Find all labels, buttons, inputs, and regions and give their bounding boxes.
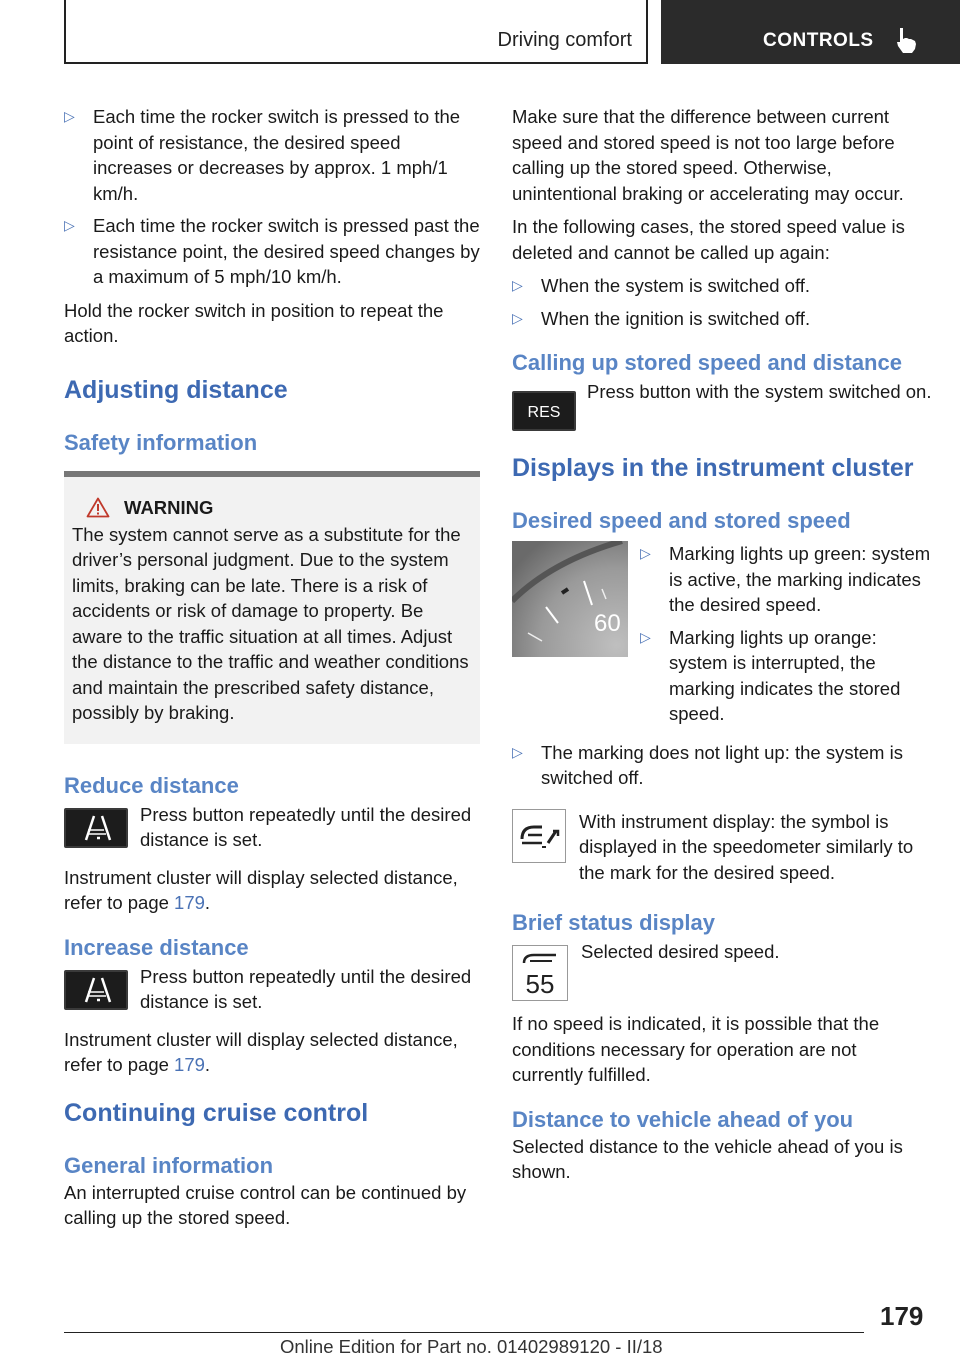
hold-text: Hold the rocker switch in position to repeat the action. xyxy=(64,299,444,346)
instrument-display-row xyxy=(512,809,932,886)
increase-distance-note: Instrument cluster will display selected distance, refer to page 179. xyxy=(64,1028,458,1075)
header-section-title: Driving comfort xyxy=(497,29,632,51)
no-light-list xyxy=(512,740,932,791)
list-item: ▷ Each time the rocker switch is pressed to the point of resistance, the desired speed increases or decreases by approx. 1 mph/1 km/h. xyxy=(64,106,461,204)
list-item: ▷ When the ignition is switched off. xyxy=(512,306,932,332)
heading-desired-stored-speed: Desired speed and stored speed xyxy=(512,508,851,533)
list-item: ▷ Marking lights up orange: system is interrupted, the marking indicates the stored speed. xyxy=(640,626,901,724)
speedometer-gauge-image xyxy=(512,541,628,657)
no-speed-text: If no speed is indicated, it is possible that the conditions necessary for operation are not currently fulfilled. xyxy=(512,1013,880,1085)
cruise-speed-symbol-icon xyxy=(512,809,566,863)
brief-status-text: Selected desired speed. xyxy=(581,941,780,962)
warning-title: WARNING xyxy=(124,496,214,518)
header-chapter-title: CONTROLS xyxy=(763,30,874,51)
marking-list xyxy=(640,541,932,734)
footer-edition: Online Edition for Part no. 01402989120 - II/18 xyxy=(280,1336,663,1357)
res-button-text: Press button with the system switched on. xyxy=(587,381,932,402)
res-button-icon xyxy=(512,391,576,431)
triangle-bullet-icon: ▷ xyxy=(512,743,523,760)
header-chapter-tab xyxy=(661,0,960,64)
instrument-display-text: With instrument display: the symbol is displayed in the speedometer similarly to the mark for the desired speed. xyxy=(579,810,914,883)
heading-reduce-distance: Reduce distance xyxy=(64,772,239,798)
rocker-switch-list xyxy=(64,104,480,290)
following-cases-text: In the following cases, the stored speed value is deleted and cannot be called up again: xyxy=(512,216,905,263)
brief-status-row xyxy=(512,939,932,1001)
deleted-cases-list xyxy=(512,273,932,331)
list-item: ▷ When the system is switched off. xyxy=(512,273,932,299)
right-column xyxy=(512,104,932,1193)
heading-increase-distance: Increase distance xyxy=(64,934,249,960)
heading-safety-information: Safety information xyxy=(64,429,258,455)
list-item: ▷ The marking does not light up: the system is switched off. xyxy=(512,741,903,788)
gauge-value: 60 xyxy=(594,610,621,637)
make-sure-text: Make sure that the difference between current speed and stored speed is not too large before calling up the stored speed. Otherwise, unintentional braking or accelerating may occur. xyxy=(512,106,904,204)
triangle-bullet-icon: ▷ xyxy=(512,277,523,293)
res-button-label: RES xyxy=(527,404,561,421)
page-link[interactable]: 179 xyxy=(174,1054,205,1075)
heading-continuing-cruise-control: Continuing cruise control xyxy=(64,1098,369,1127)
heading-brief-status-display: Brief status display xyxy=(512,910,715,935)
triangle-bullet-icon: ▷ xyxy=(640,545,651,561)
general-information-text: An interrupted cruise control can be continued by calling up the stored speed. xyxy=(64,1181,467,1228)
heading-adjusting-distance: Adjusting distance xyxy=(64,375,288,404)
left-column xyxy=(64,104,480,1239)
marking-row xyxy=(512,541,932,734)
triangle-bullet-icon: ▷ xyxy=(640,628,651,645)
triangle-bullet-icon: ▷ xyxy=(512,309,523,326)
triangle-bullet-icon: ▷ xyxy=(64,108,75,124)
list-item: ▷ Each time the rocker switch is pressed past the resistance point, the desired speed changes by a maximum of 5 mph/10 km/h. xyxy=(64,215,480,287)
page-link[interactable]: 179 xyxy=(174,892,205,913)
warning-triangle-icon xyxy=(86,497,110,518)
distance-button-icon xyxy=(64,970,128,1010)
reduce-distance-note: Instrument cluster will display selected distance, refer to page 179. xyxy=(64,866,458,913)
distance-button-icon xyxy=(64,808,128,848)
list-item: ▷ Marking lights up green: system is active, the marking indicates the desired speed. xyxy=(640,543,931,615)
footer-divider xyxy=(64,1332,864,1333)
distance-vehicle-text: Selected distance to the vehicle ahead of you is shown. xyxy=(512,1135,903,1182)
warning-text: The system cannot serve as a substitute for the driver’s personal judgment. Due to the system limits, braking can be late. There is a risk of accidents or risk of damage to property. Be aware to the traffic situation at all times. Adjust the distance to the traffic and weather conditions and maintain the prescribed safety distance, possibly by braking. xyxy=(72,523,469,723)
brief-status-value: 55 xyxy=(525,969,555,999)
triangle-bullet-icon: ▷ xyxy=(64,217,75,233)
heading-general-information: General information xyxy=(64,1152,274,1178)
reduce-distance-row xyxy=(64,802,480,853)
res-button-row xyxy=(512,379,932,431)
increase-distance-text: Press button repeatedly until the desired distance is set. xyxy=(140,965,472,1012)
page-number: 179 xyxy=(880,1301,924,1331)
heading-calling-up-stored-speed: Calling up stored speed and distance xyxy=(512,350,902,375)
heading-distance-vehicle-ahead: Distance to vehicle ahead of you xyxy=(512,1106,854,1132)
warning-heading xyxy=(86,497,473,519)
reduce-distance-text: Press button repeatedly until the desired distance is set. xyxy=(140,803,472,850)
warning-box xyxy=(64,471,480,744)
heading-displays-instrument-cluster: Displays in the instrument cluster xyxy=(512,454,914,482)
increase-distance-row xyxy=(64,964,480,1015)
header-section-box xyxy=(64,0,648,64)
desired-speed-symbol-icon xyxy=(512,945,568,1001)
pointing-hand-icon xyxy=(894,26,920,54)
